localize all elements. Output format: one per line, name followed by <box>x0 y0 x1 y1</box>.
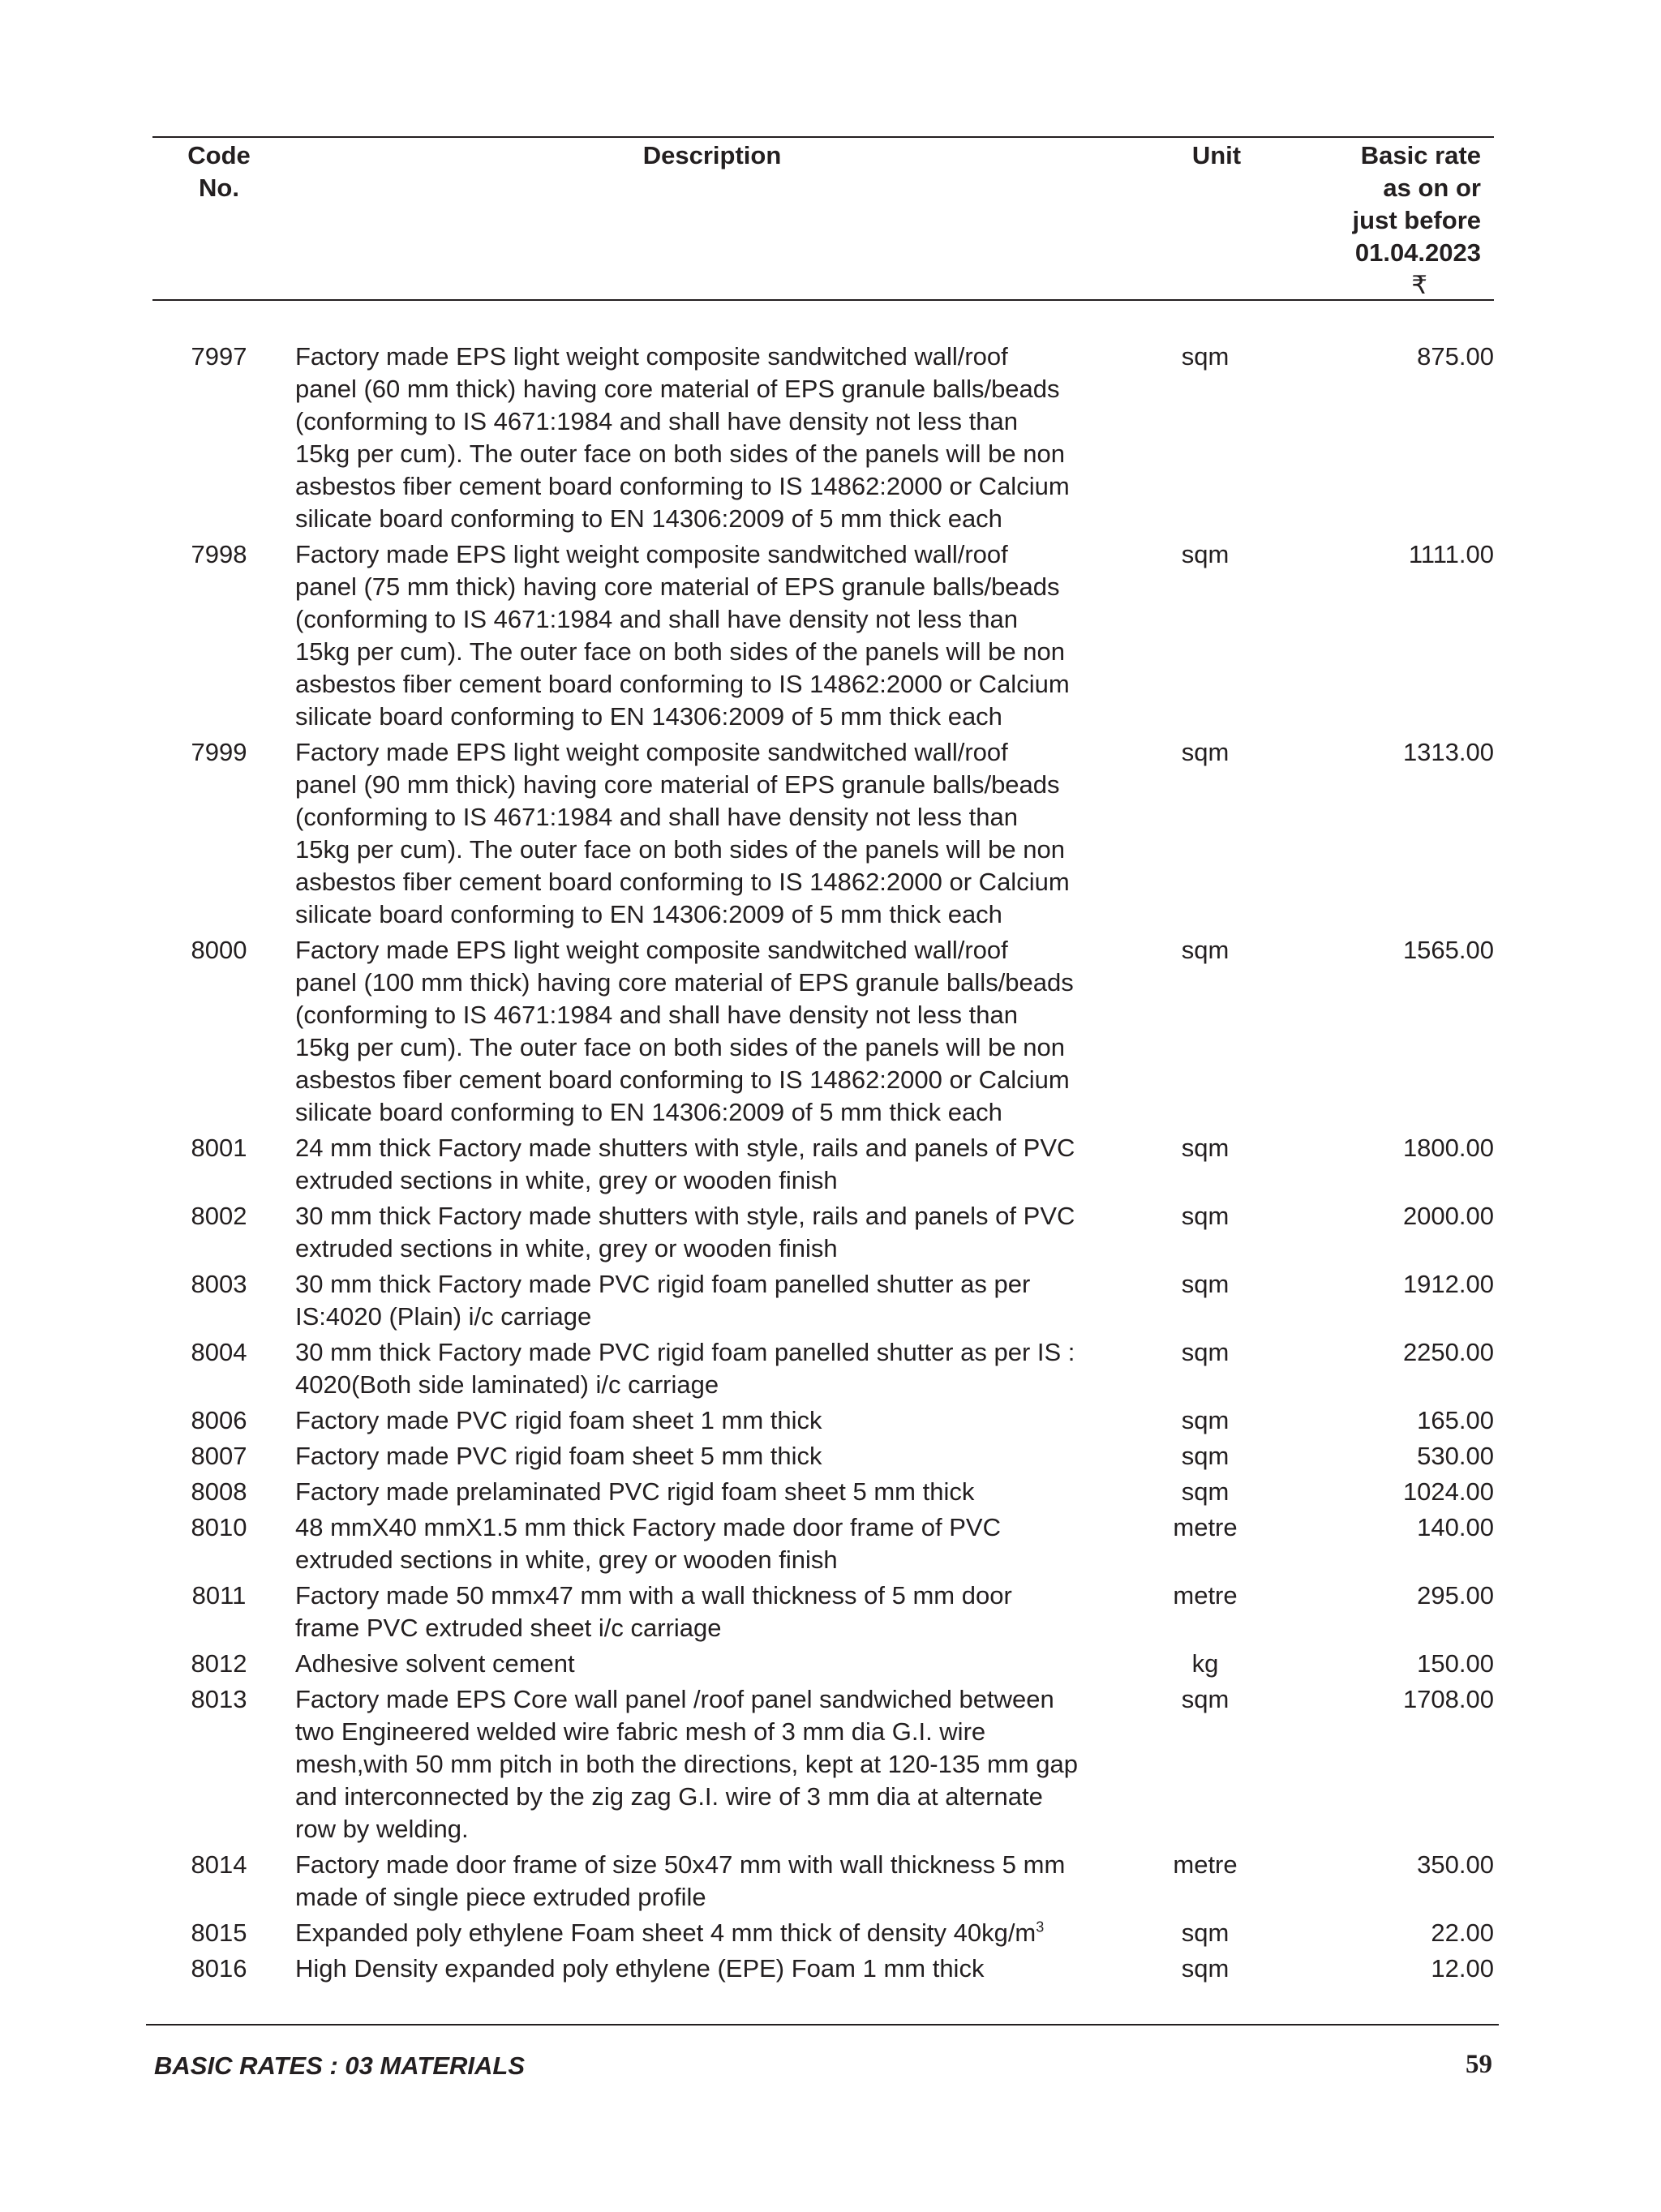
description-text: 48 mmX40 mmX1.5 mm thick Factory made door frame of PVC <box>295 1513 1001 1541</box>
item-rate: 22.00 <box>1431 1918 1494 1947</box>
header-basic-rate <box>1298 139 1481 302</box>
description-text: 15kg per cum). The outer face on both sides of the panels will be non <box>295 835 1065 864</box>
table-row <box>152 1404 1494 1440</box>
description-line <box>295 1301 1140 1333</box>
header-rate-line: 01.04.2023 <box>1354 238 1481 267</box>
description-text: 30 mm thick Factory made PVC rigid foam panelled shutter as per IS : <box>295 1338 1075 1366</box>
rupee-symbol: ₹ <box>1411 271 1427 299</box>
item-code: 8006 <box>191 1406 247 1434</box>
item-description <box>295 1849 1140 1914</box>
item-code: 7997 <box>191 342 247 371</box>
table-row <box>152 1476 1494 1511</box>
item-unit: sqm <box>1181 1442 1230 1470</box>
description-text: IS:4020 (Plain) i/c carriage <box>295 1302 592 1331</box>
description-text: (conforming to IS 4671:1984 and shall have density not less than <box>295 407 1018 435</box>
description-text: Adhesive solvent cement <box>295 1649 575 1678</box>
description-text: 15kg per cum). The outer face on both sides of the panels will be non <box>295 439 1065 468</box>
item-rate: 1912.00 <box>1402 1270 1494 1298</box>
item-code-cell <box>152 934 268 967</box>
description-line <box>295 1476 1140 1508</box>
description-line <box>295 1748 1140 1781</box>
item-unit: metre <box>1173 1581 1238 1610</box>
description-line <box>295 934 1140 967</box>
description-line <box>295 898 1140 931</box>
description-text: row by welding. <box>295 1815 469 1843</box>
description-text: Factory made EPS light weight composite sandwitched wall/roof <box>295 540 1008 568</box>
description-line <box>295 373 1140 405</box>
header-unit: Unit <box>1191 141 1242 169</box>
item-code-cell <box>152 1200 268 1232</box>
item-code: 8016 <box>191 1954 247 1983</box>
description-text: extruded sections in white, grey or wooden finish <box>295 1545 838 1574</box>
table-row <box>152 1917 1494 1953</box>
item-description <box>295 1648 1140 1680</box>
description-text: 15kg per cum). The outer face on both sides of the panels will be non <box>295 637 1065 666</box>
description-line <box>295 405 1140 438</box>
item-code: 8010 <box>191 1513 247 1541</box>
description-text: asbestos fiber cement board conforming to IS 14862:2000 or Calcium <box>295 1065 1070 1094</box>
item-code-cell <box>152 1683 268 1716</box>
description-text: panel (60 mm thick) having core material of EPS granule balls/beads <box>295 375 1060 403</box>
description-text: Expanded poly ethylene Foam sheet 4 mm thick of density 40kg/m <box>295 1918 1037 1947</box>
description-line <box>295 1953 1140 1985</box>
item-rate: 2000.00 <box>1402 1202 1494 1230</box>
table-row <box>152 1511 1494 1580</box>
footer-section-title: BASIC RATES : 03 MATERIALS <box>154 2051 525 2080</box>
unit-superscript: 3 <box>1036 1918 1045 1935</box>
description-line <box>295 341 1140 373</box>
item-code-cell <box>152 1440 268 1473</box>
item-code-cell <box>152 1268 268 1301</box>
item-description <box>295 341 1140 535</box>
table-row <box>152 1580 1494 1648</box>
description-text: made of single piece extruded profile <box>295 1883 706 1911</box>
table-row <box>152 934 1494 1132</box>
description-text: silicate board conforming to EN 14306:2009 of 5 mm thick each <box>295 900 1002 928</box>
description-line <box>295 1849 1140 1881</box>
header-rate-line: as on or <box>1383 174 1481 202</box>
description-line <box>295 1164 1140 1197</box>
item-code-cell <box>152 1849 268 1881</box>
description-text: Factory made EPS light weight composite sandwitched wall/roof <box>295 936 1008 964</box>
item-description <box>295 1683 1140 1845</box>
item-description <box>295 1132 1140 1197</box>
item-code: 8004 <box>191 1338 247 1366</box>
item-rate: 350.00 <box>1417 1850 1494 1879</box>
item-rate: 165.00 <box>1417 1406 1494 1434</box>
description-line <box>295 834 1140 866</box>
item-rate: 1313.00 <box>1402 738 1494 766</box>
description-text: asbestos fiber cement board conforming to IS 14862:2000 or Calcium <box>295 868 1070 896</box>
description-text: panel (100 mm thick) having core material of EPS granule balls/beads <box>295 968 1074 997</box>
description-text: and interconnected by the zig zag G.I. wire of 3 mm dia at alternate <box>295 1782 1043 1811</box>
table-row <box>152 538 1494 736</box>
description-line <box>295 1511 1140 1544</box>
rates-table-body <box>152 341 1494 1988</box>
description-text: High Density expanded poly ethylene (EPE) Foam 1 mm thick <box>295 1954 985 1983</box>
description-text: 30 mm thick Factory made shutters with style, rails and panels of PVC <box>295 1202 1075 1230</box>
item-unit: sqm <box>1181 1406 1230 1434</box>
description-line <box>295 1544 1140 1576</box>
item-description <box>295 1268 1140 1333</box>
table-row <box>152 1132 1494 1200</box>
item-rate: 530.00 <box>1417 1442 1494 1470</box>
description-text: Factory made PVC rigid foam sheet 5 mm thick <box>295 1442 822 1470</box>
item-code-cell <box>152 1953 268 1985</box>
item-code: 8013 <box>191 1685 247 1713</box>
description-text: extruded sections in white, grey or wooden finish <box>295 1166 838 1194</box>
item-code-cell <box>152 1917 268 1949</box>
table-row <box>152 1336 1494 1404</box>
description-line <box>295 866 1140 898</box>
table-row <box>152 341 1494 538</box>
item-code: 8003 <box>191 1270 247 1298</box>
table-row <box>152 1200 1494 1268</box>
table-header-rule <box>152 299 1494 301</box>
item-unit: sqm <box>1181 1134 1230 1162</box>
item-unit: sqm <box>1181 1954 1230 1983</box>
item-rate: 1111.00 <box>1408 540 1494 568</box>
table-row <box>152 1268 1494 1336</box>
item-code: 7998 <box>191 540 247 568</box>
item-unit: metre <box>1173 1850 1238 1879</box>
item-unit: metre <box>1173 1513 1238 1541</box>
description-text: asbestos fiber cement board conforming to IS 14862:2000 or Calcium <box>295 670 1070 698</box>
item-code: 8008 <box>191 1477 247 1506</box>
table-row <box>152 1440 1494 1476</box>
description-line <box>295 1200 1140 1232</box>
item-code-cell <box>152 1648 268 1680</box>
item-unit: sqm <box>1181 1338 1230 1366</box>
description-text: (conforming to IS 4671:1984 and shall have density not less than <box>295 1001 1018 1029</box>
item-unit: sqm <box>1181 1685 1230 1713</box>
description-line <box>295 999 1140 1031</box>
item-code-cell <box>152 341 268 373</box>
description-line <box>295 1580 1140 1612</box>
description-line <box>295 1648 1140 1680</box>
item-unit: sqm <box>1181 738 1230 766</box>
item-code-cell <box>152 1404 268 1437</box>
header-description: Description <box>642 141 782 169</box>
item-unit: sqm <box>1181 540 1230 568</box>
description-text: (conforming to IS 4671:1984 and shall have density not less than <box>295 803 1018 831</box>
item-rate: 1024.00 <box>1402 1477 1494 1506</box>
description-line <box>295 1917 1140 1949</box>
description-line <box>295 1683 1140 1716</box>
item-description <box>295 1511 1140 1576</box>
description-text: Factory made EPS light weight composite sandwitched wall/roof <box>295 342 1008 371</box>
item-rate: 295.00 <box>1417 1581 1494 1610</box>
description-line <box>295 1404 1140 1437</box>
item-unit: sqm <box>1181 342 1230 371</box>
description-text: panel (75 mm thick) having core material of EPS granule balls/beads <box>295 572 1060 601</box>
item-code-cell <box>152 538 268 571</box>
item-code: 8002 <box>191 1202 247 1230</box>
item-code-cell <box>152 1132 268 1164</box>
description-text: Factory made 50 mmx47 mm with a wall thickness of 5 mm door <box>295 1581 1012 1610</box>
description-line <box>295 1232 1140 1265</box>
description-line <box>295 801 1140 834</box>
description-line <box>295 1369 1140 1401</box>
header-code <box>162 139 276 204</box>
description-line <box>295 967 1140 999</box>
table-top-rule <box>152 136 1494 138</box>
item-unit: sqm <box>1181 1270 1230 1298</box>
item-rate: 150.00 <box>1417 1649 1494 1678</box>
item-code: 8014 <box>191 1850 247 1879</box>
item-code-cell <box>152 1476 268 1508</box>
description-text: (conforming to IS 4671:1984 and shall have density not less than <box>295 605 1018 633</box>
item-description <box>295 736 1140 931</box>
description-line <box>295 1716 1140 1748</box>
description-line <box>295 1268 1140 1301</box>
item-code-cell <box>152 1511 268 1544</box>
description-text: two Engineered welded wire fabric mesh of 3 mm dia G.I. wire <box>295 1717 986 1746</box>
description-line <box>295 701 1140 733</box>
item-description <box>295 1580 1140 1644</box>
header-rate-line: just before <box>1352 206 1481 234</box>
item-rate: 1708.00 <box>1402 1685 1494 1713</box>
description-text: Factory made EPS light weight composite sandwitched wall/roof <box>295 738 1008 766</box>
item-unit: kg <box>1191 1649 1219 1678</box>
item-code: 8000 <box>191 936 247 964</box>
description-line <box>295 438 1140 470</box>
item-description <box>295 538 1140 733</box>
description-line <box>295 1813 1140 1845</box>
item-unit: sqm <box>1181 1202 1230 1230</box>
description-line <box>295 769 1140 801</box>
description-text: Factory made door frame of size 50x47 mm with wall thickness 5 mm <box>295 1850 1066 1879</box>
item-rate: 1565.00 <box>1402 936 1494 964</box>
description-text: mesh,with 50 mm pitch in both the directions, kept at 120-135 mm gap <box>295 1750 1078 1778</box>
item-code-cell <box>152 736 268 769</box>
item-code-cell <box>152 1336 268 1369</box>
item-code: 7999 <box>191 738 247 766</box>
description-text: 15kg per cum). The outer face on both sides of the panels will be non <box>295 1033 1065 1061</box>
item-description <box>295 1440 1140 1473</box>
item-description <box>295 1953 1140 1985</box>
description-line <box>295 603 1140 636</box>
description-line <box>295 1132 1140 1164</box>
description-line <box>295 1440 1140 1473</box>
description-text: extruded sections in white, grey or wooden finish <box>295 1234 838 1262</box>
item-description <box>295 934 1140 1129</box>
item-description <box>295 1917 1140 1949</box>
item-rate: 875.00 <box>1417 342 1494 371</box>
description-text: Factory made prelaminated PVC rigid foam sheet 5 mm thick <box>295 1477 975 1506</box>
page-number: 59 <box>1466 2050 1492 2079</box>
description-line <box>295 503 1140 535</box>
item-unit: sqm <box>1181 1477 1230 1506</box>
description-line <box>295 1096 1140 1129</box>
description-text: frame PVC extruded sheet i/c carriage <box>295 1614 722 1642</box>
description-text: silicate board conforming to EN 14306:2009 of 5 mm thick each <box>295 504 1002 533</box>
item-unit: sqm <box>1181 936 1230 964</box>
item-rate: 12.00 <box>1431 1954 1494 1983</box>
description-line <box>295 1031 1140 1064</box>
description-line <box>295 1781 1140 1813</box>
description-line <box>295 1612 1140 1644</box>
table-row <box>152 736 1494 934</box>
header-code-line: No. <box>199 174 239 202</box>
description-text: asbestos fiber cement board conforming to IS 14862:2000 or Calcium <box>295 472 1070 500</box>
description-text: Factory made EPS Core wall panel /roof panel sandwiched between <box>295 1685 1054 1713</box>
table-row <box>152 1683 1494 1849</box>
description-text: silicate board conforming to EN 14306:2009 of 5 mm thick each <box>295 702 1002 731</box>
item-rate: 2250.00 <box>1402 1338 1494 1366</box>
footer-rule <box>146 2024 1499 2026</box>
item-unit: sqm <box>1181 1918 1230 1947</box>
description-text: 4020(Both side laminated) i/c carriage <box>295 1370 719 1399</box>
description-text: 24 mm thick Factory made shutters with style, rails and panels of PVC <box>295 1134 1075 1162</box>
description-line <box>295 736 1140 769</box>
description-line <box>295 1336 1140 1369</box>
description-line <box>295 470 1140 503</box>
item-code: 8001 <box>191 1134 247 1162</box>
item-code: 8012 <box>191 1649 247 1678</box>
description-line <box>295 636 1140 668</box>
description-text: Factory made PVC rigid foam sheet 1 mm thick <box>295 1406 822 1434</box>
item-rate: 1800.00 <box>1402 1134 1494 1162</box>
description-line <box>295 538 1140 571</box>
table-row <box>152 1953 1494 1988</box>
description-line <box>295 571 1140 603</box>
item-code: 8011 <box>191 1581 247 1610</box>
item-rate: 140.00 <box>1417 1513 1494 1541</box>
item-description <box>295 1336 1140 1401</box>
description-line <box>295 1064 1140 1096</box>
item-code: 8015 <box>191 1918 247 1947</box>
table-row <box>152 1849 1494 1917</box>
description-text: panel (90 mm thick) having core material of EPS granule balls/beads <box>295 770 1060 799</box>
description-line <box>295 1881 1140 1914</box>
description-line <box>295 668 1140 701</box>
header-rate-line: Basic rate <box>1360 141 1481 169</box>
item-code: 8007 <box>191 1442 247 1470</box>
description-text: 30 mm thick Factory made PVC rigid foam panelled shutter as per <box>295 1270 1031 1298</box>
item-description <box>295 1476 1140 1508</box>
item-code-cell <box>152 1580 268 1612</box>
header-code-line: Code <box>187 141 251 169</box>
description-text: silicate board conforming to EN 14306:2009 of 5 mm thick each <box>295 1098 1002 1126</box>
item-description <box>295 1200 1140 1265</box>
item-description <box>295 1404 1140 1437</box>
table-row <box>152 1648 1494 1683</box>
